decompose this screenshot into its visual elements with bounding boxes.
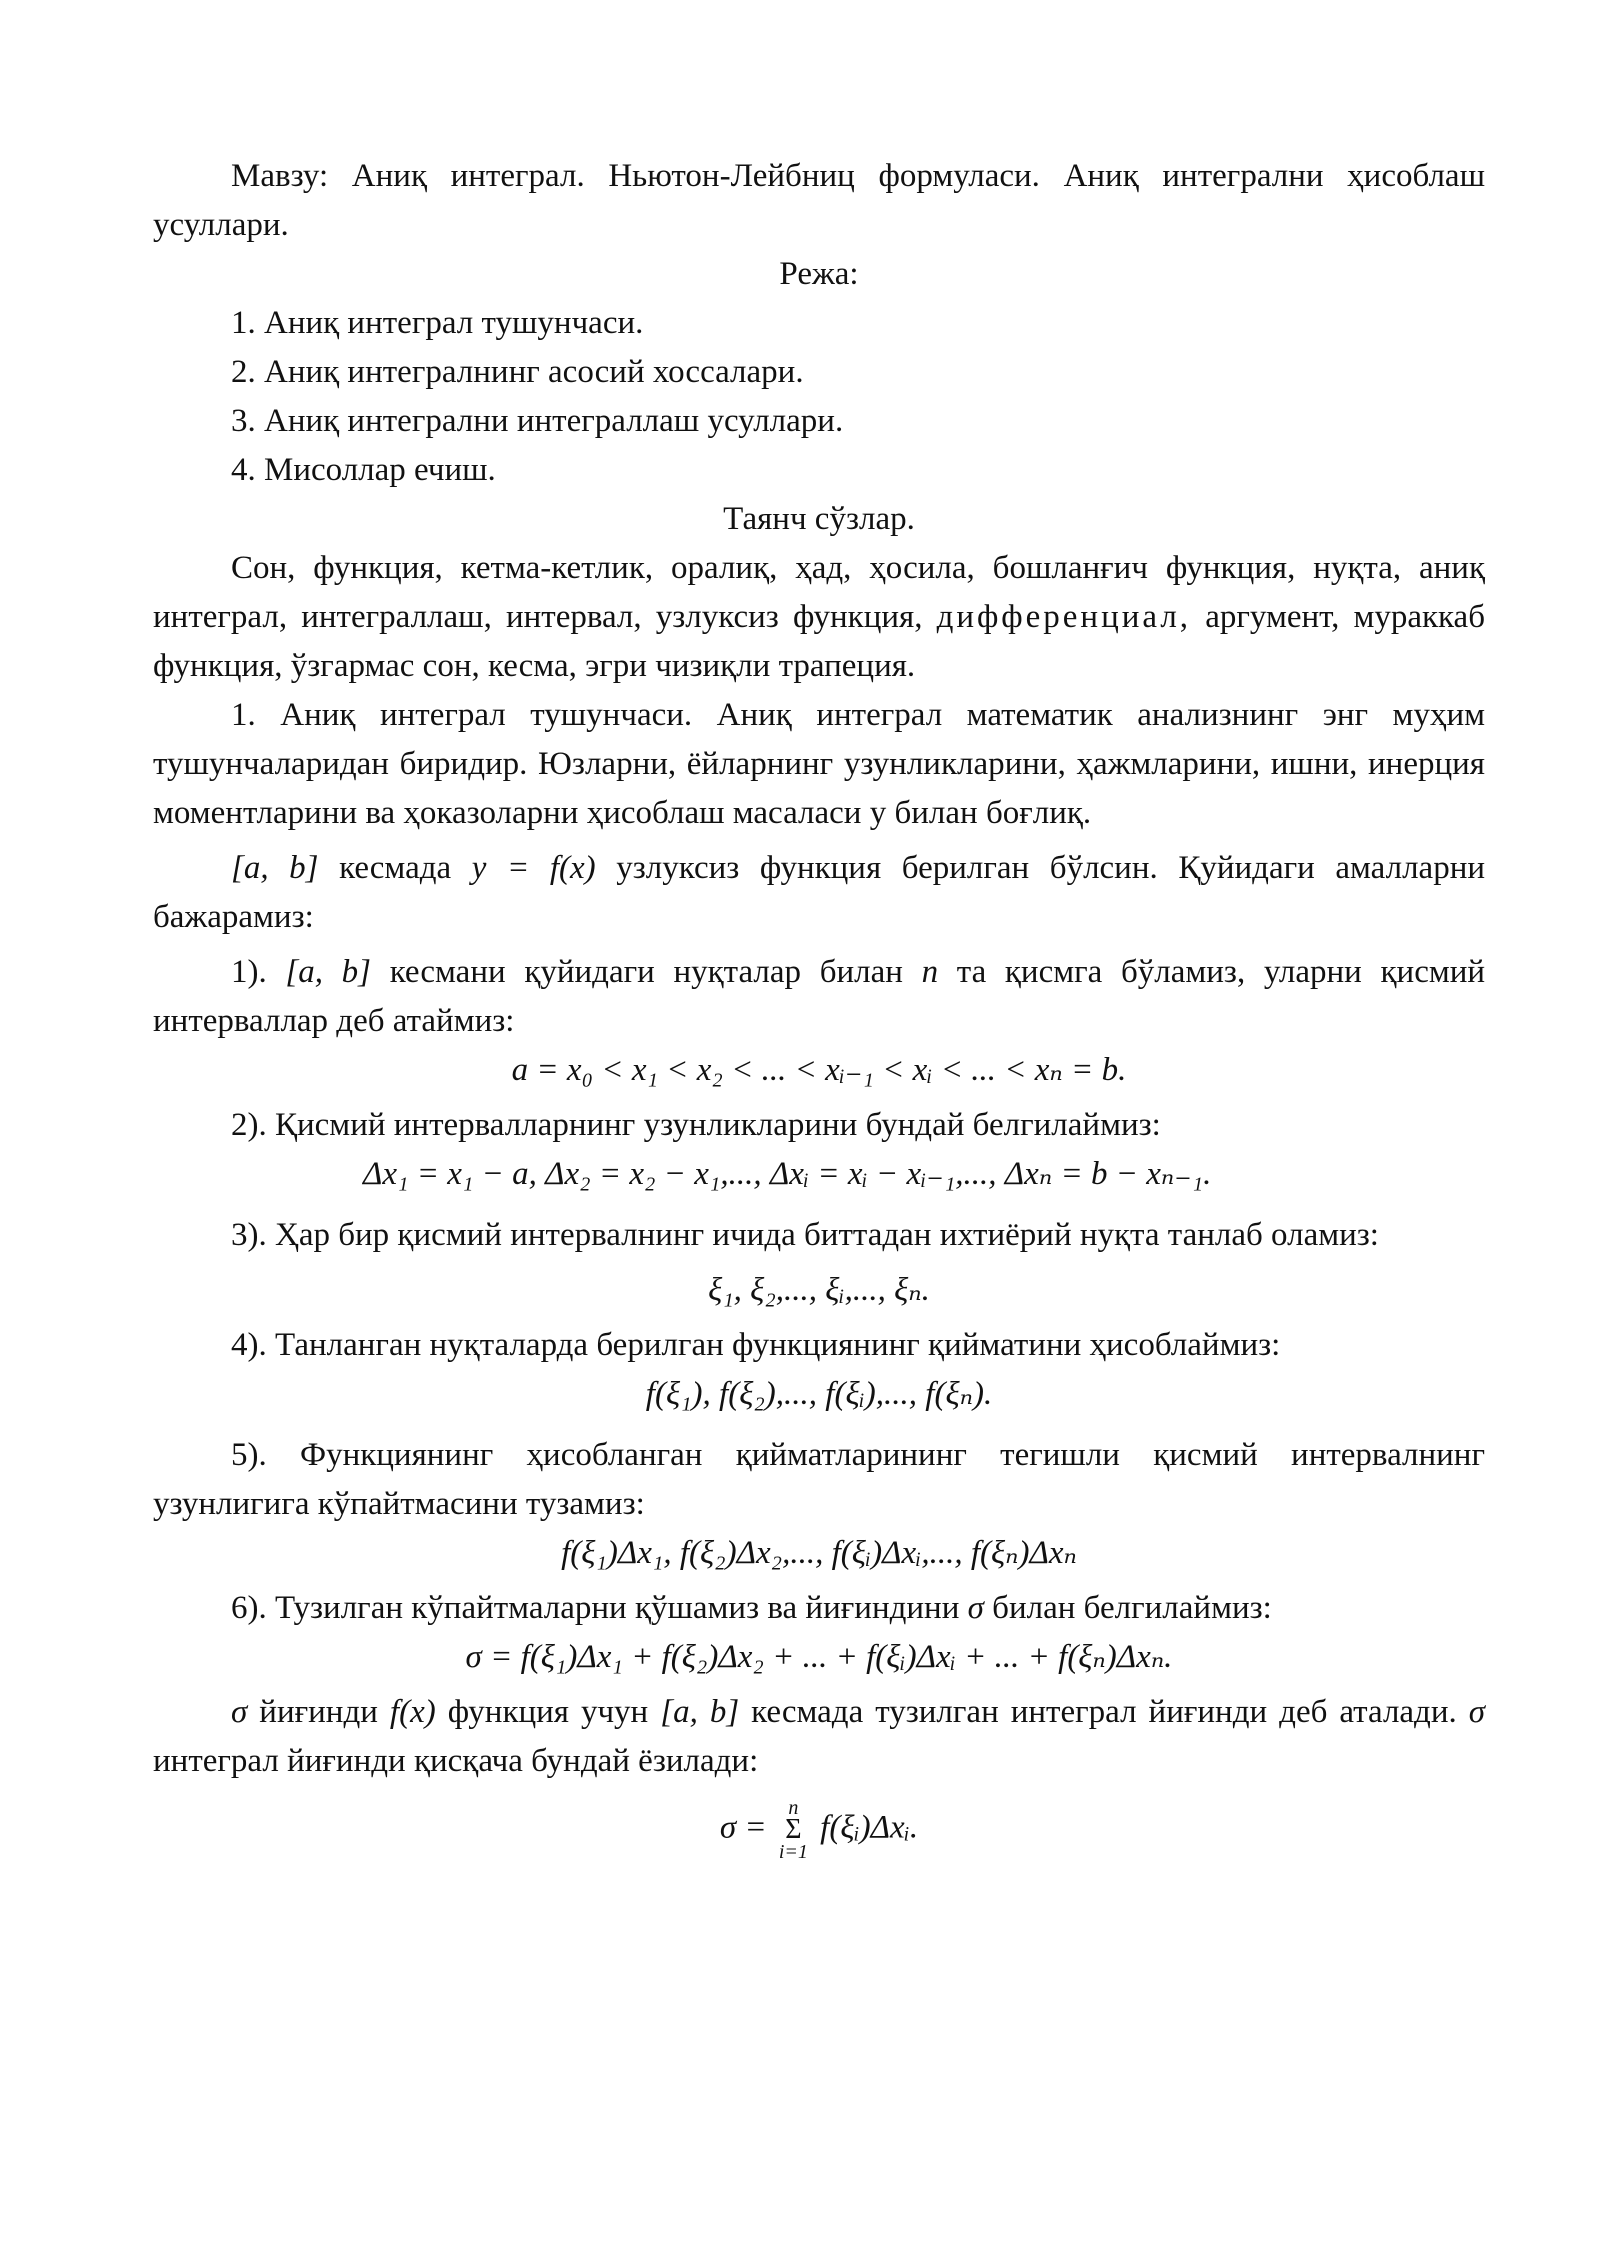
formula-values: f(ξ₁), f(ξ₂),..., f(ξᵢ),..., f(ξₙ). [645,1376,993,1412]
step1-text-1: кесмани қуйидаги нуқталар билан [389,954,903,990]
plan-item-3: 3. Аниқ интегрални интеграллаш усуллари. [231,403,844,439]
step1-paragraph [153,948,1485,1046]
sigma-fx: f(x) [389,1694,436,1730]
setup-text-2: узлуксиз функция берилган бўлсин. Қуйидаги амалларни бажарамиз: [153,850,1486,935]
step4-paragraph: 4). Танланган нуқталарда берилган функциянинг қийматини ҳисоблаймиз: [231,1327,1281,1363]
step5-paragraph: 5). Функциянинг ҳисобланган қийматларининг тегишли қисмий интервалнинг узунлигига кўпайтмасини тузамиз: [153,1437,1485,1522]
step6-text-1: 6). Тузилган кўпайтмаларни қўшамиз ва йиғиндини [231,1590,960,1626]
section1-paragraph: 1. Аниқ интеграл тушунчаси. Аниқ интеграл математик анализнинг энг муҳим тушунчаларидан биридир. Юзларни, ёйларнинг узунликларини, ҳажмларини, ишни, инерция моментларини ва ҳоказоларни ҳисоблаш масаласи у билан боғлиқ. [153,697,1485,831]
plan-heading: Режа: [779,256,859,292]
sigma-symbol: σ [231,1694,248,1730]
setup-paragraph [153,844,1485,942]
sigma-rhs: f(ξᵢ)Δxᵢ. [820,1809,919,1846]
formula-sum: σ = f(ξ₁)Δx₁ + f(ξ₂)Δx₂ + ... + f(ξᵢ)Δxᵢ + ... + f(ξₙ)Δxₙ. [465,1639,1173,1675]
formula-lengths: Δx₁ = x₁ − a, Δx₂ = x₂ − x₁,..., Δxᵢ = xᵢ − xᵢ₋₁,..., Δxₙ = b − xₙ₋₁. [363,1156,1212,1192]
step1-text-2: та қисмга бўламиз, уларни қисмий интерваллар деб атаймиз: [153,954,1486,1039]
keywords-text-b: аргумент, мураккаб функция, ўзгармас сон, кесма, эгри чизиқли трапеция. [153,599,1485,684]
sigma-text-1: йиғинди [259,1694,378,1730]
summation-sigma: Σ [785,1814,802,1845]
sigma-text-4: интеграл йиғинди қисқача бундай ёзилади: [153,1743,759,1779]
keywords-heading: Таянч сўзлар. [723,501,915,537]
formula-products: f(ξ₁)Δx₁, f(ξ₂)Δx₂,..., f(ξᵢ)Δxᵢ,..., f(ξₙ)Δxₙ [561,1535,1077,1571]
summation-upper: n [788,1797,799,1819]
keywords-text-a: Сон, функция, кетма-кетлик, оралиқ, ҳад, ҳосила, бошланғич функция, нуқта, аниқ интеграл, интеграллаш, интервал, узлуксиз функция, [153,550,1485,635]
step6-paragraph [153,1584,1485,1633]
plan-item-4: 4. Мисоллар ечиш. [231,452,496,488]
summation-lower: i=1 [778,1841,808,1863]
setup-text-1: кесмада [339,850,452,886]
step1-n: n [921,954,939,990]
step2-paragraph: 2). Қисмий интервалларнинг узунликларини бундай белгилаймиз: [231,1107,1161,1143]
plan-item-1: 1. Аниқ интеграл тушунчаси. [231,305,644,341]
sigma-symbol-2: σ [1468,1694,1486,1730]
formula-partition: a = x₀ < x₁ < x₂ < ... < xᵢ₋₁ < xᵢ < ... < xₙ = b. [511,1052,1127,1088]
step3-paragraph: 3). Ҳар бир қисмий интервалнинг ичида биттадан ихтиёрий нуқта танлаб оламиз: [231,1217,1379,1253]
formula-sigma-notation [153,1798,1485,1862]
sigma-text-2: функция учун [447,1694,649,1730]
step1-interval: [a, b] [285,954,372,990]
formula-points: ξ₁, ξ₂,..., ξᵢ,..., ξₙ. [708,1272,930,1308]
step6-text-2: билан белгилаймиз: [992,1590,1272,1626]
step1-label: 1). [231,954,267,990]
setup-function: y = f(x) [471,850,596,886]
keywords-paragraph [153,544,1485,691]
plan-item-2: 2. Аниқ интегралнинг асосий хоссалари. [231,354,804,390]
summation-symbol [779,1798,808,1862]
sigma-lhs: σ = [719,1809,767,1846]
sigma-interval: [a, b] [660,1694,740,1730]
sigma-paragraph [153,1688,1485,1786]
document-body [153,152,1485,1862]
keywords-wide-word: дифференциал, [936,599,1192,635]
sigma-text-3: кесмада тузилган интеграл йиғинди деб аталади. [751,1694,1457,1730]
setup-interval: [a, b] [231,850,319,886]
topic-paragraph: Мавзу: Аниқ интеграл. Ньютон-Лейбниц формуласи. Аниқ интегрални ҳисоблаш усуллари. [153,158,1485,243]
step6-sigma: σ [967,1590,984,1626]
